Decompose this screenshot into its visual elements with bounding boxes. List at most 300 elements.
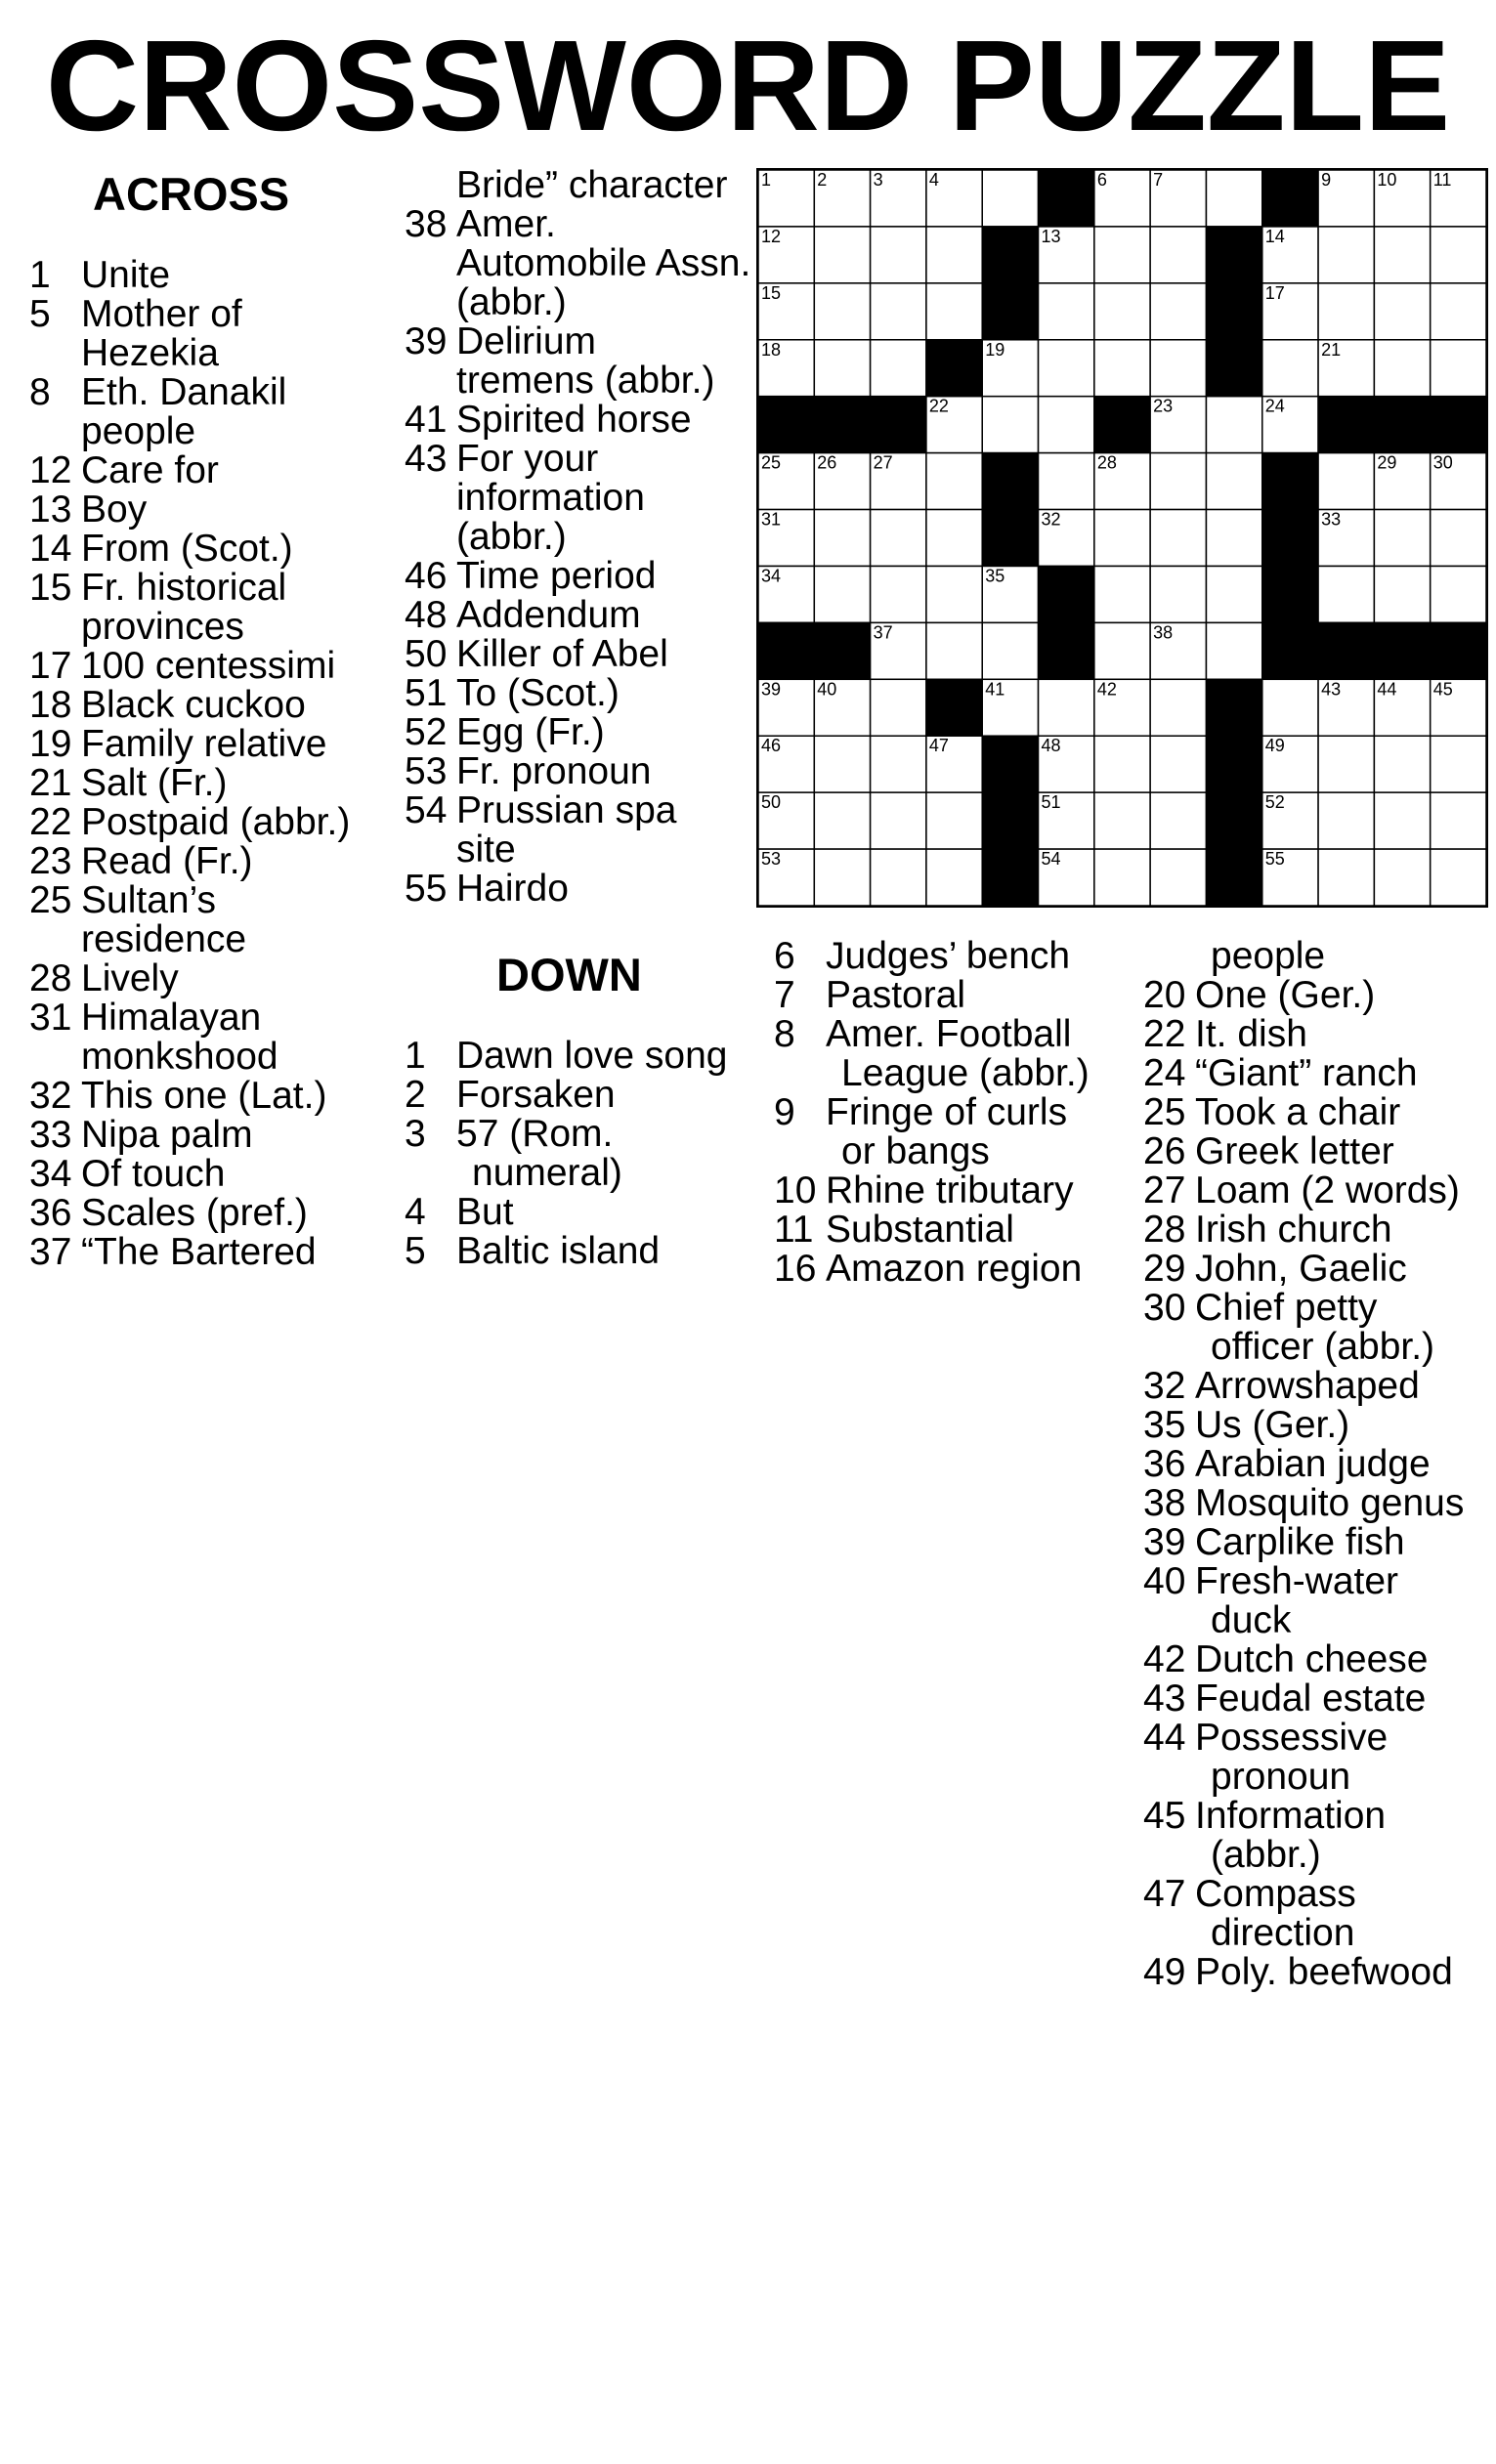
clue-continuation <box>29 412 376 451</box>
clue-text: Fr. pronoun <box>456 750 652 792</box>
grid-cell[interactable] <box>1374 792 1430 849</box>
clue-text: Sultan’s <box>81 879 217 921</box>
grid-block <box>1374 622 1430 679</box>
clue-number: 32 <box>29 1075 72 1117</box>
grid-cell[interactable] <box>814 510 870 567</box>
clue-text: Chief petty <box>1195 1287 1378 1329</box>
grid-cell[interactable] <box>871 566 926 622</box>
grid-block <box>1206 340 1261 397</box>
grid-cell[interactable] <box>814 227 870 283</box>
grid-cell-number: 1 <box>761 170 772 190</box>
grid-block <box>982 736 1038 792</box>
grid-cell[interactable] <box>1150 510 1206 567</box>
grid-block <box>1094 397 1150 453</box>
clue-49 <box>1143 1953 1495 1992</box>
grid-cell[interactable] <box>1039 397 1094 453</box>
grid-cell-number: 47 <box>928 736 949 756</box>
grid-cell[interactable] <box>1318 283 1374 340</box>
clue-number: 40 <box>1143 1560 1186 1602</box>
clue-22 <box>29 803 376 842</box>
clue-number: 8 <box>29 371 51 413</box>
clue-number: 1 <box>29 254 51 296</box>
grid-block <box>871 397 926 453</box>
grid-cell[interactable] <box>982 397 1038 453</box>
clue-40 <box>1143 1562 1495 1601</box>
grid-cell[interactable] <box>1431 227 1486 283</box>
clue-number: 15 <box>29 567 72 609</box>
grid-cell[interactable] <box>926 566 982 622</box>
grid-cell-number: 42 <box>1096 679 1117 700</box>
grid-block <box>758 397 814 453</box>
clue-number: 43 <box>1143 1678 1186 1720</box>
grid-cell[interactable] <box>982 622 1038 679</box>
grid-block <box>982 227 1038 283</box>
grid-cell-number: 26 <box>817 452 837 473</box>
grid-cell-number: 27 <box>873 452 893 473</box>
clue-number: 21 <box>29 762 72 804</box>
clue-number: 28 <box>29 957 72 999</box>
grid-cell[interactable] <box>814 792 870 849</box>
grid-cell[interactable] <box>1094 510 1150 567</box>
clue-text: Eth. Danakil <box>81 371 287 413</box>
grid-cell[interactable] <box>1206 170 1261 227</box>
clue-number: 12 <box>29 449 72 491</box>
clue-24 <box>1143 1054 1495 1093</box>
clue-48 <box>405 596 756 635</box>
grid-cell-number: 10 <box>1377 170 1397 190</box>
clue-number: 55 <box>405 868 448 910</box>
clue-continuation <box>774 1054 1145 1093</box>
grid-cell[interactable] <box>1431 283 1486 340</box>
grid-cell[interactable] <box>926 283 982 340</box>
grid-cell[interactable] <box>814 283 870 340</box>
grid-cell[interactable] <box>1206 453 1261 510</box>
clue-number: 38 <box>1143 1482 1186 1524</box>
grid-cell-number: 21 <box>1321 339 1342 360</box>
clue-number: 9 <box>774 1091 795 1133</box>
grid-cell[interactable] <box>926 849 982 906</box>
grid-cell[interactable] <box>1094 566 1150 622</box>
clue-number: 4 <box>405 1191 426 1233</box>
grid-cell[interactable] <box>1206 397 1261 453</box>
clue-text: monkshood <box>81 1036 278 1078</box>
grid-cell[interactable] <box>926 453 982 510</box>
grid-cell-number: 4 <box>928 170 939 190</box>
grid-block <box>1262 566 1318 622</box>
grid-cell[interactable] <box>1094 622 1150 679</box>
clue-31 <box>29 998 376 1038</box>
grid-cell-number: 7 <box>1153 170 1164 190</box>
clue-number: 45 <box>1143 1795 1186 1837</box>
clue-text: Spirited horse <box>456 399 692 441</box>
clue-text: Substantial <box>826 1209 1014 1251</box>
clue-14 <box>29 530 376 569</box>
grid-cell-number: 40 <box>817 679 837 700</box>
grid-cell[interactable] <box>926 510 982 567</box>
grid-cell[interactable] <box>1150 792 1206 849</box>
grid-cell-number: 55 <box>1264 849 1285 870</box>
clue-41 <box>405 401 756 440</box>
clue-50 <box>405 635 756 674</box>
clue-38 <box>405 205 756 244</box>
clue-number: 52 <box>405 711 448 753</box>
clue-number: 5 <box>405 1230 426 1272</box>
grid-cell[interactable] <box>1150 227 1206 283</box>
grid-cell[interactable] <box>871 792 926 849</box>
grid-cell[interactable] <box>1374 736 1430 792</box>
grid-cell-number: 13 <box>1041 226 1061 246</box>
clue-number: 47 <box>1143 1873 1186 1915</box>
clue-continuation <box>405 166 756 205</box>
grid-cell[interactable] <box>1150 566 1206 622</box>
clue-continuation <box>405 1154 756 1193</box>
clue-text: duck <box>1211 1599 1292 1641</box>
grid-block <box>814 397 870 453</box>
clue-number: 27 <box>1143 1169 1186 1211</box>
grid-cell[interactable] <box>1150 736 1206 792</box>
clue-18 <box>29 686 376 725</box>
grid-cell[interactable] <box>1318 736 1374 792</box>
grid-cell[interactable] <box>926 622 982 679</box>
clue-text: Rhine tributary <box>826 1169 1074 1211</box>
clue-number: 11 <box>774 1209 814 1251</box>
grid-cell-number: 43 <box>1321 679 1342 700</box>
grid-block <box>1318 622 1374 679</box>
grid-cell[interactable] <box>814 566 870 622</box>
clue-7 <box>774 976 1145 1015</box>
grid-cell[interactable] <box>926 227 982 283</box>
clue-continuation <box>405 283 756 322</box>
grid-cell[interactable] <box>1150 849 1206 906</box>
grid-cell[interactable] <box>871 679 926 736</box>
clue-number: 36 <box>29 1192 72 1234</box>
clue-number: 31 <box>29 997 72 1039</box>
grid-block <box>1039 622 1094 679</box>
grid-cell[interactable] <box>1374 566 1430 622</box>
clue-39 <box>1143 1523 1495 1562</box>
clue-43 <box>405 440 756 479</box>
grid-cell[interactable] <box>1206 622 1261 679</box>
grid-cell[interactable] <box>1318 227 1374 283</box>
clue-text: It. dish <box>1195 1013 1307 1055</box>
clue-number: 42 <box>1143 1638 1186 1680</box>
clue-number: 49 <box>1143 1951 1186 1993</box>
grid-cell[interactable] <box>1431 510 1486 567</box>
clue-30 <box>1143 1289 1495 1328</box>
grid-cell[interactable] <box>1374 849 1430 906</box>
grid-cell-number: 38 <box>1153 622 1174 643</box>
clue-text: Fr. historical <box>81 567 287 609</box>
clue-number: 13 <box>29 489 72 531</box>
clue-number: 44 <box>1143 1717 1186 1759</box>
clue-number: 25 <box>29 879 72 921</box>
clue-number: 34 <box>29 1153 72 1195</box>
clue-text: Fresh-water <box>1195 1560 1399 1602</box>
grid-cell[interactable] <box>871 283 926 340</box>
grid-block <box>982 283 1038 340</box>
clue-number: 41 <box>405 399 448 441</box>
grid-cell-number: 24 <box>1264 396 1285 416</box>
clue-text: Read (Fr.) <box>81 840 253 882</box>
grid-block <box>758 622 814 679</box>
clue-number: 53 <box>405 750 448 792</box>
grid-cell[interactable] <box>1374 283 1430 340</box>
clue-36 <box>1143 1445 1495 1484</box>
clue-text: Boy <box>81 489 148 531</box>
clue-26 <box>1143 1132 1495 1171</box>
grid-cell[interactable] <box>1431 849 1486 906</box>
grid-cell-number: 11 <box>1432 170 1452 190</box>
clue-1 <box>29 256 376 295</box>
clue-number: 18 <box>29 684 72 726</box>
grid-block <box>926 340 982 397</box>
clue-text: 100 centessimi <box>81 645 336 687</box>
clue-text: Addendum <box>456 594 641 636</box>
clue-34 <box>29 1155 376 1194</box>
clue-number: 35 <box>1143 1404 1186 1446</box>
clue-text: or bangs <box>841 1130 990 1172</box>
grid-cell[interactable] <box>1374 510 1430 567</box>
clue-continuation <box>29 334 376 373</box>
clue-12 <box>29 451 376 490</box>
grid-cell[interactable] <box>1094 736 1150 792</box>
clue-11 <box>774 1211 1145 1250</box>
clue-text: information (abbr.) <box>456 477 645 558</box>
clue-text: site <box>456 828 516 871</box>
clue-text: Hezekia <box>81 332 219 374</box>
clue-number: 50 <box>405 633 448 675</box>
grid-block <box>1206 736 1261 792</box>
grid-cell[interactable] <box>1318 566 1374 622</box>
clue-continuation <box>1143 1836 1495 1875</box>
clue-28 <box>29 959 376 998</box>
clue-33 <box>29 1116 376 1155</box>
clue-number: 16 <box>774 1248 817 1290</box>
clue-number: 54 <box>405 789 448 831</box>
clue-text: Information <box>1195 1795 1387 1837</box>
down-heading: DOWN <box>496 949 642 1000</box>
clue-text: John, Gaelic <box>1195 1248 1407 1290</box>
clue-19 <box>29 725 376 764</box>
clue-continuation <box>1143 1914 1495 1953</box>
clue-number: 24 <box>1143 1052 1186 1094</box>
grid-cell[interactable] <box>1206 566 1261 622</box>
clue-number: 36 <box>1143 1443 1186 1485</box>
grid-cell[interactable] <box>1094 283 1150 340</box>
clue-text: numeral) <box>472 1152 622 1194</box>
grid-cell[interactable] <box>1094 849 1150 906</box>
grid-cell-number: 28 <box>1096 452 1117 473</box>
clue-text: tremens (abbr.) <box>456 360 715 402</box>
grid-block <box>1206 792 1261 849</box>
grid-cell-number: 41 <box>985 679 1005 700</box>
grid-cell-number: 9 <box>1321 170 1332 190</box>
clue-text: Irish church <box>1195 1209 1392 1251</box>
grid-cell[interactable] <box>1262 679 1318 736</box>
clue-text: Scales (pref.) <box>81 1192 308 1234</box>
clue-text: This one (Lat.) <box>81 1075 327 1117</box>
grid-cell[interactable] <box>1431 736 1486 792</box>
grid-cell[interactable] <box>1262 340 1318 397</box>
grid-cell-number: 3 <box>873 170 883 190</box>
grid-cell-number: 52 <box>1264 792 1285 813</box>
grid-cell[interactable] <box>871 849 926 906</box>
grid-cell-number: 39 <box>761 679 782 700</box>
clue-text: Carplike fish <box>1195 1521 1405 1563</box>
grid-cell[interactable] <box>814 736 870 792</box>
grid-cell[interactable] <box>1150 340 1206 397</box>
clue-number: 26 <box>1143 1130 1186 1172</box>
clue-text: Loam (2 words) <box>1195 1169 1460 1211</box>
clue-number: 23 <box>29 840 72 882</box>
clue-8 <box>29 373 376 412</box>
grid-block <box>1262 622 1318 679</box>
grid-cell[interactable] <box>1039 340 1094 397</box>
clue-text: Mother of <box>81 293 242 335</box>
grid-cell-number: 53 <box>761 849 782 870</box>
grid-cell[interactable] <box>1150 453 1206 510</box>
clue-29 <box>1143 1250 1495 1289</box>
clue-number: 1 <box>405 1035 426 1077</box>
grid-cell[interactable] <box>871 227 926 283</box>
grid-cell[interactable] <box>814 849 870 906</box>
clue-32 <box>1143 1367 1495 1406</box>
page-title: CROSSWORD PUZZLE <box>45 14 1451 157</box>
clue-text: Care for <box>81 449 219 491</box>
clue-text: Delirium <box>456 320 597 362</box>
clue-text: Prussian spa <box>456 789 677 831</box>
clue-45 <box>1143 1797 1495 1836</box>
clue-continuation <box>1143 1328 1495 1367</box>
grid-cell-number: 17 <box>1264 282 1285 303</box>
clue-continuation <box>1143 937 1495 976</box>
clue-number: 10 <box>774 1169 817 1211</box>
clue-continuation <box>405 244 756 283</box>
clue-39 <box>405 322 756 361</box>
grid-cell-number: 51 <box>1041 792 1061 813</box>
grid-cell[interactable] <box>871 510 926 567</box>
grid-cell-number: 29 <box>1377 452 1397 473</box>
grid-cell-number: 14 <box>1264 226 1285 246</box>
clue-number: 25 <box>1143 1091 1186 1133</box>
grid-block <box>982 453 1038 510</box>
clue-text: Arrowshaped <box>1195 1365 1420 1407</box>
clue-text: Automobile Assn. <box>456 242 751 284</box>
grid-cell[interactable] <box>1039 679 1094 736</box>
clue-5 <box>405 1232 756 1271</box>
grid-cell-number: 22 <box>928 396 949 416</box>
clue-8 <box>774 1015 1145 1054</box>
clue-23 <box>29 842 376 881</box>
grid-block <box>1374 397 1430 453</box>
clue-continuation <box>29 920 376 959</box>
grid-cell[interactable] <box>1431 566 1486 622</box>
clue-number: 32 <box>1143 1365 1186 1407</box>
clue-42 <box>1143 1640 1495 1679</box>
clue-text: people <box>81 410 196 452</box>
grid-cell[interactable] <box>814 340 870 397</box>
clue-52 <box>405 713 756 752</box>
grid-cell-number: 49 <box>1264 736 1285 756</box>
grid-cell[interactable] <box>1431 792 1486 849</box>
clue-text: Us (Ger.) <box>1195 1404 1350 1446</box>
clue-text: direction <box>1211 1912 1355 1954</box>
clue-1 <box>405 1037 756 1076</box>
clue-text: Fringe of curls <box>826 1091 1068 1133</box>
clue-continuation <box>29 608 376 647</box>
clue-text: From (Scot.) <box>81 528 293 570</box>
grid-cell-number: 15 <box>761 282 782 303</box>
grid-block <box>1206 679 1261 736</box>
grid-cell[interactable] <box>1318 453 1374 510</box>
clue-text: Unite <box>81 254 171 296</box>
grid-cell[interactable] <box>871 340 926 397</box>
grid-cell[interactable] <box>1094 227 1150 283</box>
grid-cell-number: 35 <box>985 566 1005 586</box>
grid-cell-number: 34 <box>761 566 782 586</box>
grid-cell[interactable] <box>1318 849 1374 906</box>
clue-number: 33 <box>29 1114 72 1156</box>
clue-continuation <box>1143 1758 1495 1797</box>
grid-cell[interactable] <box>1150 679 1206 736</box>
grid-cell[interactable] <box>1039 283 1094 340</box>
clue-text: Time period <box>456 555 657 597</box>
clue-number: 28 <box>1143 1209 1186 1251</box>
clue-43 <box>1143 1679 1495 1719</box>
clue-27 <box>1143 1171 1495 1211</box>
grid-cell-number: 44 <box>1377 679 1397 700</box>
clue-text: “The Bartered <box>81 1231 317 1273</box>
grid-cell[interactable] <box>871 736 926 792</box>
clue-38 <box>1143 1484 1495 1523</box>
clue-44 <box>1143 1719 1495 1758</box>
clue-25 <box>29 881 376 920</box>
clue-text: Compass <box>1195 1873 1356 1915</box>
grid-cell[interactable] <box>926 792 982 849</box>
grid-cell[interactable] <box>1431 340 1486 397</box>
clue-number: 39 <box>405 320 448 362</box>
grid-cell[interactable] <box>1374 340 1430 397</box>
clue-text: Took a chair <box>1195 1091 1401 1133</box>
clue-text: Dutch cheese <box>1195 1638 1429 1680</box>
clue-text: (abbr.) <box>456 281 567 323</box>
clue-54 <box>405 791 756 830</box>
grid-cell[interactable] <box>1094 340 1150 397</box>
grid-cell[interactable] <box>1150 283 1206 340</box>
clue-55 <box>405 870 756 909</box>
clue-number: 2 <box>405 1074 426 1116</box>
clue-number: 5 <box>29 293 51 335</box>
clue-9 <box>774 1093 1145 1132</box>
clue-21 <box>29 764 376 803</box>
clue-text: One (Ger.) <box>1195 974 1376 1016</box>
clue-number: 48 <box>405 594 448 636</box>
down-clues-column-2 <box>774 937 1145 1289</box>
clue-25 <box>1143 1093 1495 1132</box>
clue-text: Of touch <box>81 1153 226 1195</box>
clue-number: 39 <box>1143 1521 1186 1563</box>
clue-text: provinces <box>81 606 244 648</box>
grid-cell[interactable] <box>1206 510 1261 567</box>
grid-cell[interactable] <box>1374 227 1430 283</box>
grid-cell[interactable] <box>1039 453 1094 510</box>
clue-number: 14 <box>29 528 72 570</box>
grid-cell[interactable] <box>1318 792 1374 849</box>
grid-cell[interactable] <box>982 170 1038 227</box>
crossword-grid-svg <box>758 170 1486 906</box>
grid-cell[interactable] <box>1094 792 1150 849</box>
clue-text: Forsaken <box>456 1074 616 1116</box>
